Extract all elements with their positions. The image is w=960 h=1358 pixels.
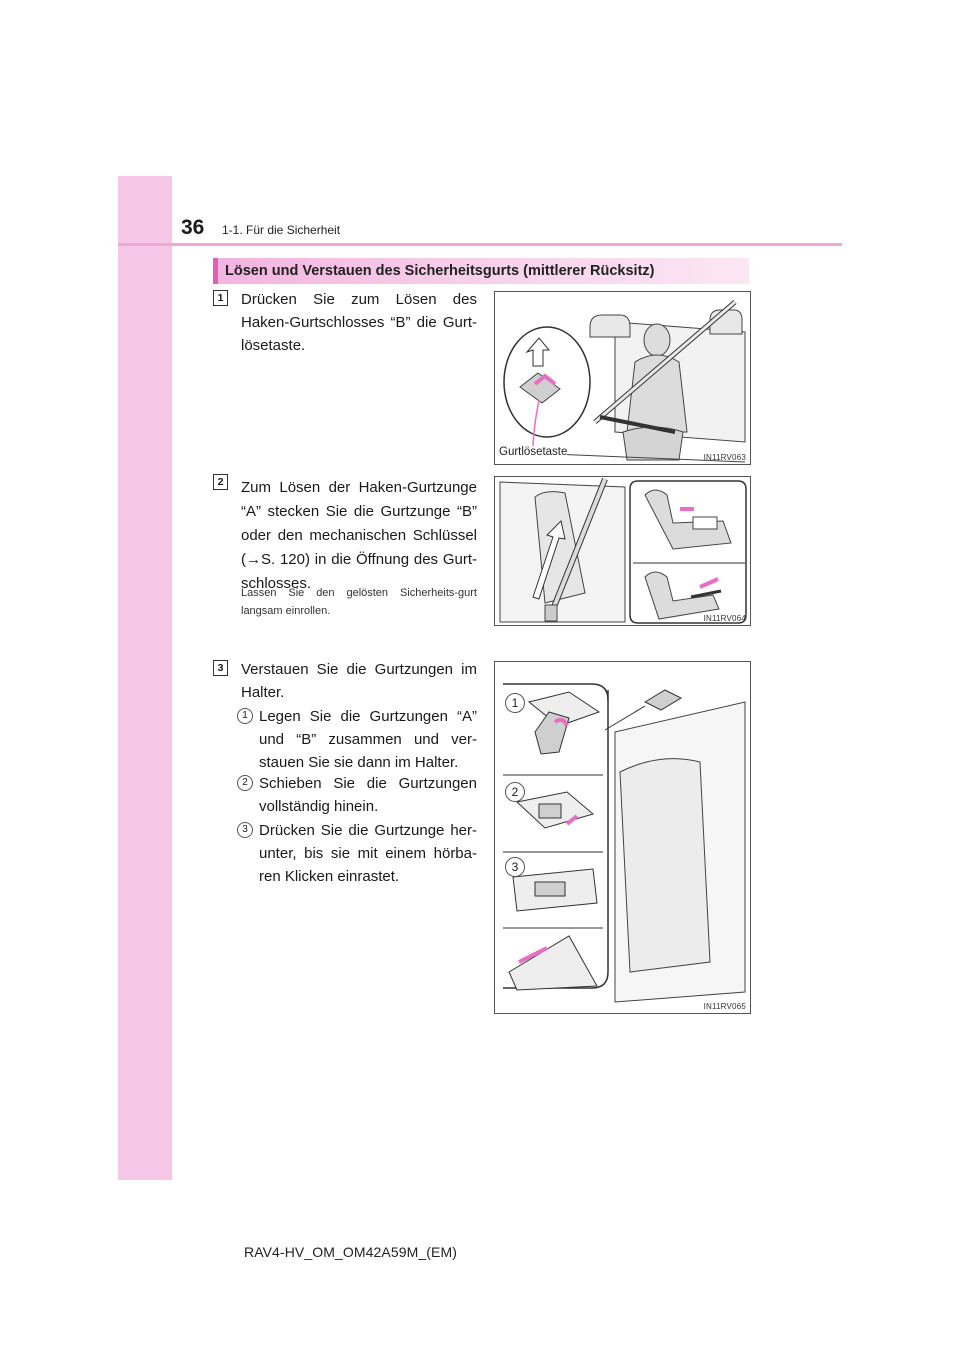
seat-illustration-2 xyxy=(495,477,750,625)
step-2-text: Zum Lösen der Haken-Gurtzunge “A” stecken Sie die Gurtzunge “B” oder den mechanischen Schlüssel (→S. 120) in die Öffnung des Gurt-schlosses. xyxy=(241,479,477,592)
step-2-note: Lassen Sie den gelösten Sicherheits-gurt langsam einrollen. xyxy=(241,587,477,617)
figure-belt-release-button xyxy=(494,291,751,465)
substep-1-text: Legen Sie die Gurtzungen “A” und “B” zusammen und ver-stauen Sie sie dann im Halter. xyxy=(259,708,477,771)
substep-2-text: Schieben Sie die Gurtzungen vollständig hinein. xyxy=(259,775,477,815)
seat-illustration-3 xyxy=(495,662,750,1013)
section-heading-bar xyxy=(213,258,749,284)
substep-number-3: 3 xyxy=(237,822,253,838)
figure-code: IN11RV064 xyxy=(703,614,746,623)
figure-callout-1: 1 xyxy=(505,693,525,713)
section-heading-marker xyxy=(213,258,218,284)
substep-number-1: 1 xyxy=(237,708,253,724)
figure-code: IN11RV063 xyxy=(703,453,746,462)
section-title: Lösen und Verstauen des Sicherheitsgurts (mittlerer Rücksitz) xyxy=(225,263,655,279)
figure-callout-3: 3 xyxy=(505,857,525,877)
seat-illustration-1 xyxy=(495,292,750,464)
step-3-text: Verstauen Sie die Gurtzungen im Halter. xyxy=(241,661,477,701)
footer-doc-id: RAV4-HV_OM_OM42A59M_(EM) xyxy=(244,1244,457,1260)
step-number-1: 1 xyxy=(213,290,228,306)
step-1-text: Drücken Sie zum Lösen des Haken-Gurtschlosses “B” die Gurt-lösetaste. xyxy=(241,291,477,354)
header-divider xyxy=(118,243,842,246)
release-button-label: Gurtlösetaste xyxy=(499,446,568,458)
side-tab-band xyxy=(118,176,172,1180)
substep-number-2: 2 xyxy=(237,775,253,791)
substep-3-text: Drücken Sie die Gurtzunge her-unter, bis sie mit einem hörba-ren Klicken einrastet. xyxy=(259,822,477,885)
figure-code: IN11RV065 xyxy=(703,1002,746,1011)
chapter-title: 1-1. Für die Sicherheit xyxy=(222,223,341,237)
step-number-3: 3 xyxy=(213,660,228,676)
figure-callout-2: 2 xyxy=(505,782,525,802)
page-number: 36 xyxy=(181,216,205,239)
figure-belt-tongue-storage xyxy=(494,661,751,1014)
figure-belt-tongue-release xyxy=(494,476,751,626)
step-number-2: 2 xyxy=(213,474,228,490)
